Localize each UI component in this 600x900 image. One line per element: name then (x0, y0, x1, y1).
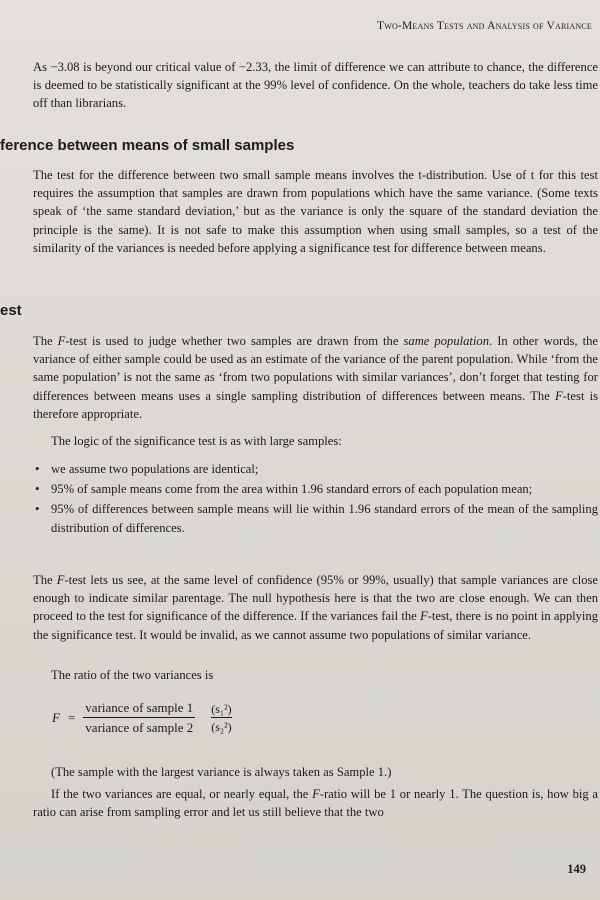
running-head: Two-Means Tests and Analysis of Variance (376, 20, 592, 32)
bullet-icon: • (35, 461, 40, 476)
formula-symbol-fraction (211, 702, 231, 735)
formula-symbol-numerator: (s₁²) (211, 701, 232, 716)
list-item: • 95% of sample means come from the area within 1.96 standard errors of each population mean; (33, 480, 598, 498)
formula-denominator: variance of sample 2 (83, 717, 195, 736)
ftest-paragraph-1: The F-test is used to judge whether two samples are drawn from the same population. In other words, the variance of either sample could be used as an estimate of the variance of the parent population. While ‘from the same population’ is not the same as ‘from two populations with similar variances’, don’t forget that testing for differences between means uses a single sampling distribution of differences between means. The F-test is therefore appropriate. (33, 334, 598, 421)
same-population-emphasis: same population (403, 334, 489, 348)
note-line: (The sample with the largest variance is always taken as Sample 1.) (51, 765, 392, 779)
formula-fraction (83, 700, 195, 736)
ftest-paragraph-2: The logic of the significance test is as with large samples: (51, 434, 342, 448)
small-samples-paragraph: The test for the difference between two small sample means involves the t-distribution. Use of t for this test requires the assumption that samples are drawn from populations which have the same variance. (Some texts speak of ‘the same standard deviation,’ but as the variance is only the square of the standard deviation the principle is the same). It is not safe to make this assumption when using small samples, so a test of the similarity of the variances is needed before applying a significance test for difference between means. (33, 168, 598, 255)
formula-lhs: F (52, 710, 60, 725)
section-heading-ftest: est (0, 302, 22, 319)
assumption-list (33, 460, 598, 539)
formula-numerator: variance of sample 1 (85, 700, 194, 715)
intro-paragraph: As −3.08 is beyond our critical value of −2.33, the limit of difference we can attribute to chance, the difference is deemed to be statistically significant at the 99% level of confidence. On the whole, teachers do take less time off than librarians. (33, 60, 598, 111)
formula-symbol-denominator: (s₂²) (211, 717, 231, 735)
bullet-icon: • (35, 501, 40, 517)
section-heading-small-samples: ference between means of small samples (0, 137, 295, 154)
ratio-line: The ratio of the two variances is (51, 668, 214, 682)
final-paragraph: If the two variances are equal, or nearly equal, the F-ratio will be 1 or nearly 1. The question is, how big a ratio can arise from sampling error and let us still believe that the two (33, 787, 598, 820)
page-number: 149 (567, 862, 586, 876)
list-item: • we assume two populations are identical; (33, 460, 598, 478)
f-ratio-formula (52, 700, 232, 736)
bullet-icon: • (35, 481, 40, 497)
ftest-paragraph-3: The F-test lets us see, at the same level of confidence (95% or 99%, usually) that sample variances are close enough to indicate similar parentage. The null hypothesis here is that the two are close enough. We can then proceed to the test for significance of the difference. If the variances fail the F-test, there is no point in applying the significance test. It would be invalid, as we cannot assume two populations of similar variance. (33, 573, 599, 642)
formula-equals: = (67, 710, 76, 725)
list-item: • 95% of differences between sample means will lie within 1.96 standard errors of the mean of the sampling distribution of differences. (35, 501, 598, 535)
